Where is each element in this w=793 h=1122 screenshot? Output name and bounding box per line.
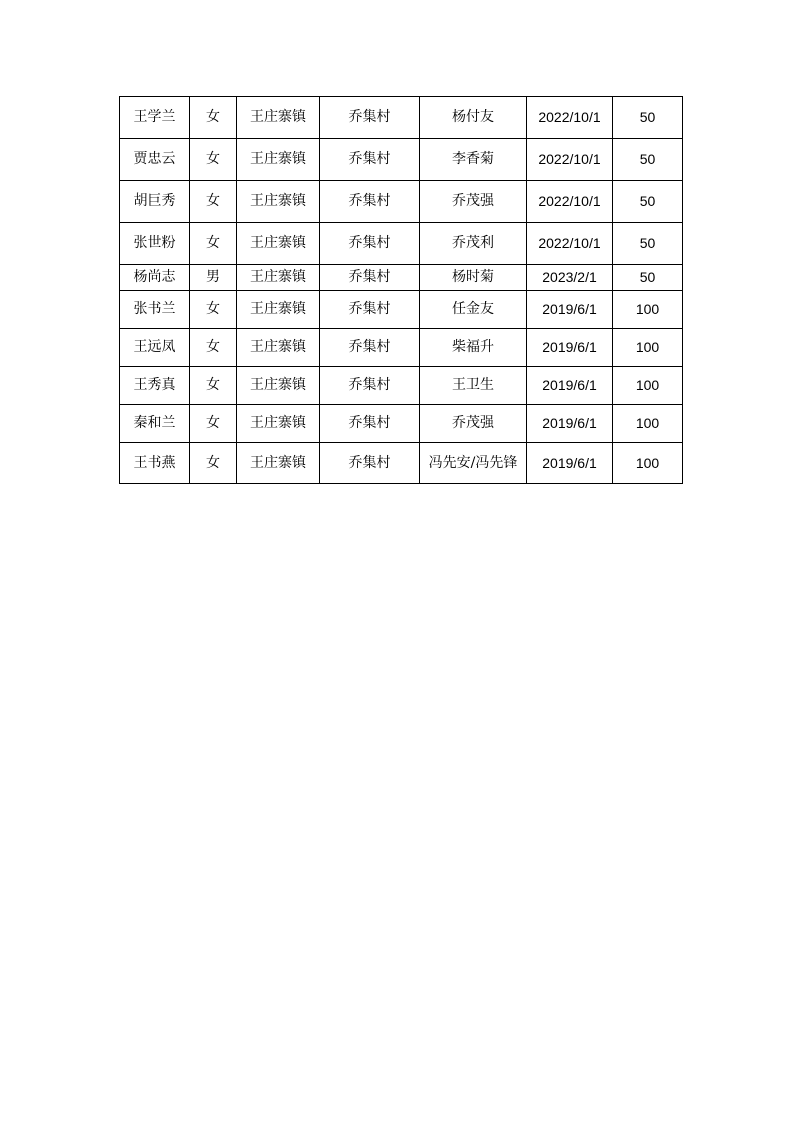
related-person-cell: 乔茂强	[420, 405, 527, 443]
village-cell: 乔集村	[320, 97, 420, 139]
table-row	[120, 367, 683, 405]
amount-cell: 100	[613, 405, 683, 443]
table-row	[120, 405, 683, 443]
town-cell: 王庄寨镇	[237, 443, 320, 484]
gender-cell: 女	[190, 405, 237, 443]
name-cell: 王学兰	[120, 97, 190, 139]
gender-cell: 女	[190, 97, 237, 139]
village-cell: 乔集村	[320, 223, 420, 265]
date-cell: 2022/10/1	[527, 223, 613, 265]
related-person-cell: 乔茂强	[420, 181, 527, 223]
town-cell: 王庄寨镇	[237, 291, 320, 329]
related-person-cell: 李香菊	[420, 139, 527, 181]
table-row	[120, 97, 683, 139]
village-cell: 乔集村	[320, 405, 420, 443]
gender-cell: 女	[190, 367, 237, 405]
amount-cell: 50	[613, 97, 683, 139]
table-row	[120, 139, 683, 181]
gender-cell: 女	[190, 223, 237, 265]
name-cell: 杨尚志	[120, 265, 190, 291]
amount-cell: 50	[613, 181, 683, 223]
village-cell: 乔集村	[320, 139, 420, 181]
date-cell: 2019/6/1	[527, 291, 613, 329]
town-cell: 王庄寨镇	[237, 265, 320, 291]
village-cell: 乔集村	[320, 329, 420, 367]
gender-cell: 女	[190, 181, 237, 223]
name-cell: 王书燕	[120, 443, 190, 484]
name-cell: 王秀真	[120, 367, 190, 405]
related-person-cell: 任金友	[420, 291, 527, 329]
town-cell: 王庄寨镇	[237, 329, 320, 367]
date-cell: 2022/10/1	[527, 139, 613, 181]
date-cell: 2019/6/1	[527, 405, 613, 443]
town-cell: 王庄寨镇	[237, 367, 320, 405]
name-cell: 张书兰	[120, 291, 190, 329]
village-cell: 乔集村	[320, 265, 420, 291]
village-cell: 乔集村	[320, 443, 420, 484]
related-person-cell: 杨付友	[420, 97, 527, 139]
amount-cell: 100	[613, 367, 683, 405]
town-cell: 王庄寨镇	[237, 139, 320, 181]
table-row	[120, 443, 683, 484]
gender-cell: 女	[190, 139, 237, 181]
name-cell: 贾忠云	[120, 139, 190, 181]
amount-cell: 100	[613, 291, 683, 329]
date-cell: 2022/10/1	[527, 97, 613, 139]
amount-cell: 50	[613, 223, 683, 265]
town-cell: 王庄寨镇	[237, 181, 320, 223]
amount-cell: 100	[613, 329, 683, 367]
table-row	[120, 329, 683, 367]
table-row	[120, 181, 683, 223]
records-table	[119, 96, 683, 484]
date-cell: 2023/2/1	[527, 265, 613, 291]
town-cell: 王庄寨镇	[237, 97, 320, 139]
related-person-cell: 王卫生	[420, 367, 527, 405]
table-row	[120, 291, 683, 329]
table-row	[120, 223, 683, 265]
table-row	[120, 265, 683, 291]
name-cell: 张世粉	[120, 223, 190, 265]
gender-cell: 女	[190, 291, 237, 329]
gender-cell: 男	[190, 265, 237, 291]
amount-cell: 50	[613, 139, 683, 181]
date-cell: 2019/6/1	[527, 367, 613, 405]
related-person-cell: 柴福升	[420, 329, 527, 367]
name-cell: 王远凤	[120, 329, 190, 367]
village-cell: 乔集村	[320, 367, 420, 405]
gender-cell: 女	[190, 443, 237, 484]
date-cell: 2019/6/1	[527, 329, 613, 367]
village-cell: 乔集村	[320, 181, 420, 223]
amount-cell: 50	[613, 265, 683, 291]
date-cell: 2019/6/1	[527, 443, 613, 484]
amount-cell: 100	[613, 443, 683, 484]
gender-cell: 女	[190, 329, 237, 367]
date-cell: 2022/10/1	[527, 181, 613, 223]
related-person-cell: 冯先安/冯先锋	[420, 443, 527, 484]
name-cell: 秦和兰	[120, 405, 190, 443]
name-cell: 胡巨秀	[120, 181, 190, 223]
town-cell: 王庄寨镇	[237, 405, 320, 443]
related-person-cell: 杨时菊	[420, 265, 527, 291]
village-cell: 乔集村	[320, 291, 420, 329]
related-person-cell: 乔茂利	[420, 223, 527, 265]
town-cell: 王庄寨镇	[237, 223, 320, 265]
